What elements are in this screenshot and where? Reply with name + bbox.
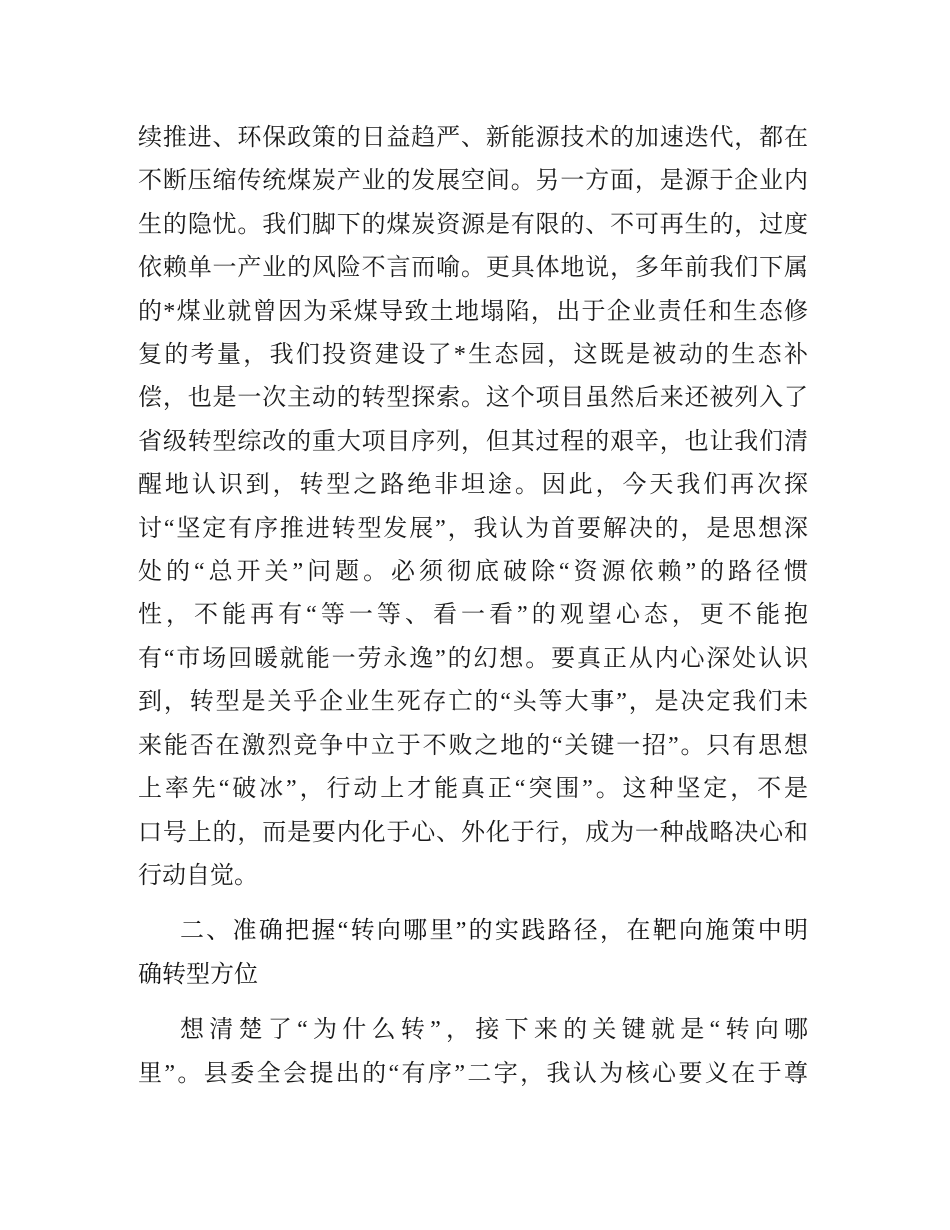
text-line: 处的“总开关”问题。必须彻底破除“资源依赖”的路径惯 [138,559,808,586]
text-line: 有“市场回暖就能一劳永逸”的幻想。要真正从内心深处认识 [138,645,808,672]
text-line: 性，不能再有“等一等、看一看”的观望心态，更不能抱 [138,602,808,629]
text-line: 行动自觉。 [138,862,258,889]
text-line: 里”。县委全会提出的“有序”二字，我认为核心要义在于尊 [138,1060,808,1087]
text-line: 不断压缩传统煤炭产业的发展空间。另一方面，是源于企业内 [138,168,808,195]
text-line: 依赖单一产业的风险不言而喻。更具体地说，多年前我们下属 [138,255,808,282]
section-heading [138,910,808,997]
text-line: 讨“坚定有序推进转型发展”，我认为首要解决的，是思想深 [138,515,808,542]
text-line: 省级转型综改的重大项目序列，但其过程的艰辛，也让我们清 [138,428,808,455]
heading-line: 二、准确把握“转向哪里”的实践路径，在靶向施策中明 [180,918,808,945]
text-line: 上率先“破冰”，行动上才能真正“突围”。这种坚定，不是 [138,776,808,803]
text-line: 偿，也是一次主动的转型探索。这个项目虽然后来还被列入了 [138,385,808,412]
text-line: 口号上的，而是要内化于心、外化于行，成为一种战略决心和 [138,819,808,846]
text-line: 想清楚了“为什么转”，接下来的关键就是“转向哪 [180,1017,808,1044]
text-line: 复的考量，我们投资建设了*生态园，这既是被动的生态补 [138,342,808,369]
text-line: 的*煤业就曾因为采煤导致土地塌陷，出于企业责任和生态修 [138,298,808,325]
text-line: 到，转型是关乎企业生死存亡的“头等大事”，是决定我们未 [138,689,808,716]
heading-line: 确转型方位 [138,961,258,988]
text-line: 续推进、环保政策的日益趋严、新能源技术的加速迭代，都在 [138,125,808,151]
paragraph [138,117,808,898]
paragraph [138,1009,808,1096]
text-line: 来能否在激烈竞争中立于不败之地的“关键一招”。只有思想 [138,732,808,759]
text-line: 生的隐忧。我们脚下的煤炭资源是有限的、不可再生的，过度 [138,211,808,238]
text-line: 醒地认识到，转型之路绝非坦途。因此，今天我们再次探 [138,472,808,499]
document-body [138,117,808,1096]
